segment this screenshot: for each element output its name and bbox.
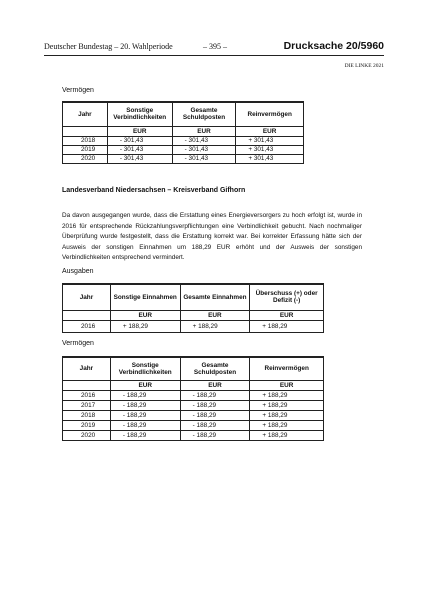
unit-cell: EUR: [236, 126, 304, 136]
table-vermoegen-2018-2020: [62, 101, 304, 164]
cell-year: 2016: [63, 320, 111, 332]
cell-value: - 188,29: [110, 420, 180, 430]
cell-value: + 188,29: [250, 420, 324, 430]
col-header-ueberschuss-defizit: Überschuss (+) oder Defizit (-): [250, 284, 324, 310]
table-ausgaben-2016: [62, 283, 324, 333]
cell-value: + 188,29: [250, 320, 324, 332]
cell-value: + 188,29: [250, 410, 324, 420]
cell-value: + 301,43: [236, 145, 304, 154]
col-header-reinvermoegen: Reinvermögen: [236, 102, 304, 126]
cell-value: - 301,43: [172, 136, 236, 145]
unit-cell: EUR: [180, 310, 250, 320]
unit-cell: EUR: [107, 126, 172, 136]
cell-year: 2018: [63, 136, 108, 145]
table-row: [63, 420, 324, 430]
cell-year: 2018: [63, 410, 111, 420]
party-label: DIE LINKE 2021: [344, 63, 384, 69]
cell-value: + 188,29: [180, 320, 250, 332]
table-row: [63, 410, 324, 420]
cell-value: - 188,29: [180, 410, 250, 420]
section-heading: Landesverband Niedersachsen – Kreisverband Gifhorn: [62, 187, 246, 194]
table-row: [63, 145, 304, 154]
cell-value: - 188,29: [110, 390, 180, 400]
explanation-paragraph: Da davon ausgegangen wurde, dass die Erstattung eines Energieversorgers zu hoch erfolgt ist, wurde in 2016 für entsprechende Rückzahlungsverpflichtungen eine Verbindlichkeit gebucht. Nach nochmaliger Überprüfung wurde festgestellt, dass die Erstattung korrekt war. Bei korrekter Erfassung hätte sich der Ausweis der sonstigen Einnahmen um 188,29 EUR erhöht und der Ausweis der sonstigen Verbindlichkeiten entsprechend vermindert.: [62, 212, 362, 261]
table-row: [63, 390, 324, 400]
section4-label: Vermögen: [62, 340, 94, 347]
cell-value: - 301,43: [172, 145, 236, 154]
table-row: [63, 430, 324, 440]
col-header-jahr: Jahr: [63, 102, 108, 126]
unit-cell: EUR: [180, 380, 250, 390]
header-page-number: – 395 –: [203, 42, 227, 51]
cell-value: - 301,43: [172, 154, 236, 163]
page-header: [44, 40, 384, 54]
col-header-sonstige-einnahmen: Sonstige Einnahmen: [110, 284, 180, 310]
cell-value: - 188,29: [110, 430, 180, 440]
table-row: [63, 400, 324, 410]
cell-value: - 301,43: [107, 154, 172, 163]
unit-cell: EUR: [250, 310, 324, 320]
header-publication: Deutscher Bundestag – 20. Wahlperiode: [44, 42, 173, 51]
unit-empty: [63, 310, 111, 320]
table-row: [63, 136, 304, 145]
unit-empty: [63, 380, 111, 390]
col-header-gesamte-einnahmen: Gesamte Einnahmen: [180, 284, 250, 310]
unit-empty: [63, 126, 108, 136]
section1-label: Vermögen: [62, 87, 94, 94]
col-header-sonstige-verbindlichkeiten: Sonstige Verbindlichkeiten: [110, 357, 180, 380]
cell-value: - 188,29: [180, 420, 250, 430]
cell-year: 2019: [63, 145, 108, 154]
table-row: [63, 320, 324, 332]
unit-cell: EUR: [110, 310, 180, 320]
cell-value: + 301,43: [236, 136, 304, 145]
col-header-jahr: Jahr: [63, 357, 111, 380]
cell-value: + 301,43: [236, 154, 304, 163]
cell-value: + 188,29: [250, 430, 324, 440]
col-header-reinvermoegen: Reinvermögen: [250, 357, 324, 380]
cell-year: 2019: [63, 420, 111, 430]
table-row: [63, 154, 304, 163]
unit-cell: EUR: [250, 380, 324, 390]
cell-value: + 188,29: [110, 320, 180, 332]
cell-value: - 188,29: [180, 390, 250, 400]
cell-value: - 188,29: [180, 400, 250, 410]
unit-cell: EUR: [172, 126, 236, 136]
col-header-jahr: Jahr: [63, 284, 111, 310]
header-divider: [44, 55, 384, 56]
cell-year: 2016: [63, 390, 111, 400]
cell-value: - 301,43: [107, 145, 172, 154]
cell-value: - 188,29: [110, 400, 180, 410]
col-header-gesamte-schuldposten: Gesamte Schuldposten: [172, 102, 236, 126]
header-document-number: Drucksache 20/5960: [283, 40, 384, 52]
cell-value: + 188,29: [250, 390, 324, 400]
col-header-gesamte-schuldposten: Gesamte Schuldposten: [180, 357, 250, 380]
col-header-sonstige-verbindlichkeiten: Sonstige Verbindlichkeiten: [107, 102, 172, 126]
cell-year: 2020: [63, 154, 108, 163]
unit-cell: EUR: [110, 380, 180, 390]
cell-value: - 188,29: [110, 410, 180, 420]
cell-value: - 188,29: [180, 430, 250, 440]
section3-label: Ausgaben: [62, 268, 94, 275]
cell-value: + 188,29: [250, 400, 324, 410]
table-vermoegen-2016-2020: [62, 356, 324, 441]
cell-year: 2020: [63, 430, 111, 440]
cell-value: - 301,43: [107, 136, 172, 145]
cell-year: 2017: [63, 400, 111, 410]
